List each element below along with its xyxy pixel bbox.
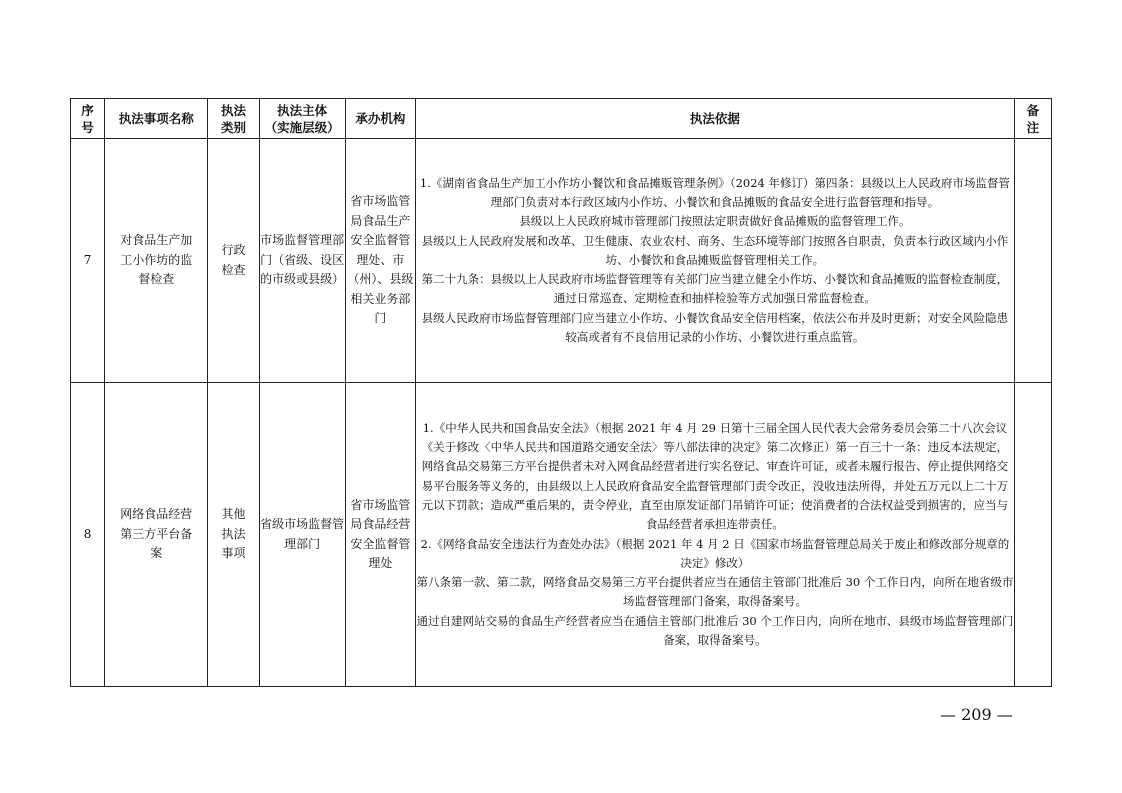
table-row xyxy=(71,383,1052,687)
basis-paragraph: 1.《中华人民共和国食品安全法》（根据 2021 年 4 月 29 日第十三届全国人民代表大会常务委员会第二十八次会议《关于修改〈中华人民共和国道路交通安全法〉等八部法律的决定》第二次修正）第一百三十一条：违反本法规定，网络食品交易第三方平台提供者未对入网食品经营者进行实名登记、审查许可证，或者未履行报告、停止提供网络交易平台服务等义务的，由县级以上人民政府食品安全监督管理部门责令改正，没收违法所得，并处五万元以上二十万元以下罚款；造成严重后果的，责令停业，直至由原发证部门吊销许可证；使消费者的合法权益受到损害的，应当与食品经营者承担连带责任。 xyxy=(421,420,1009,532)
basis-paragraph: 1.《湖南省食品生产加工小作坊小餐饮和食品摊贩管理条例》（2024 年修订）第四条：县级以上人民政府市场监督管理部门负责对本行政区域内小作坊、小餐饮和食品摊贩的食品安全进行监督管理和指导。 xyxy=(419,175,1010,209)
row-subject: 省级市场监督管理部门 xyxy=(259,383,345,687)
basis-paragraph: 县级人民政府市场监督管理部门应当建立小作坊、小餐饮食品安全信用档案，依法公布并及时更新；对安全风险隐患较高或者有不良信用记录的小作坊、小餐饮进行重点监管。 xyxy=(421,310,1009,345)
table-header-row xyxy=(71,99,1052,139)
enforcement-table xyxy=(70,98,1052,687)
row-item-name: 网络食品经营第三方平台备案 xyxy=(105,383,208,687)
page-number: — 209 — xyxy=(940,705,1013,724)
row-org: 省市场监管局食品经营安全监督管理处 xyxy=(345,383,415,687)
row-note xyxy=(1014,383,1051,687)
basis-paragraph: 第八条第一款、第二款，网络食品交易第三方平台提供者应当在通信主管部门批准后 30 个工作日内，向所在地省级市场监督管理部门备案，取得备案号。 xyxy=(416,575,1014,609)
row-category: 其他执法事项 xyxy=(208,383,259,687)
header-note: 备 注 xyxy=(1014,99,1051,139)
header-item-name: 执法事项名称 xyxy=(105,99,208,139)
row-basis xyxy=(416,139,1015,383)
row-basis xyxy=(416,383,1015,687)
basis-paragraph: 2.《网络食品安全违法行为查处办法》（根据 2021 年 4 月 2 日《国家市场监督管理总局关于废止和修改部分规章的决定》修改） xyxy=(420,536,1010,570)
row-category: 行政检查 xyxy=(208,139,259,383)
header-category: 执法 类别 xyxy=(208,99,259,139)
header-seq: 序 号 xyxy=(71,99,105,139)
row-subject: 市场监督管理部门（省级、设区的市级或县级） xyxy=(259,139,345,383)
basis-paragraph: 通过自建网站交易的食品生产经营者应当在通信主管部门批准后 30 个工作日内，向所在地市、县级市场监督管理部门备案，取得备案号。 xyxy=(416,613,1014,647)
basis-paragraph: 第二十九条：县级以上人民政府市场监督管理等有关部门应当建立健全小作坊、小餐饮和食品摊贩的监督检查制度，通过日常巡查、定期检查和抽样检验等方式加强日常监督检查。 xyxy=(421,272,1009,306)
basis-paragraph: 县级以上人民政府城市管理部门按照法定职责做好食品摊贩的监督管理工作。 xyxy=(519,214,911,229)
header-org: 承办机构 xyxy=(345,99,415,139)
row-seq: 8 xyxy=(71,383,105,687)
row-note xyxy=(1014,139,1051,383)
row-seq: 7 xyxy=(71,139,105,383)
basis-paragraph: 县级以上人民政府发展和改革、卫生健康、农业农村、商务、生态环境等部门按照各自职责，负责本行政区域内小作坊、小餐饮和食品摊贩监督管理相关工作。 xyxy=(421,233,1009,267)
row-org: 省市场监管局食品生产安全监督管理处、市（州）、县级相关业务部门 xyxy=(345,139,415,383)
table-row xyxy=(71,139,1052,383)
row-item-name: 对食品生产加工小作坊的监督检查 xyxy=(105,139,208,383)
header-basis: 执法依据 xyxy=(416,99,1015,139)
header-subject: 执法主体 （实施层级） xyxy=(259,99,345,139)
